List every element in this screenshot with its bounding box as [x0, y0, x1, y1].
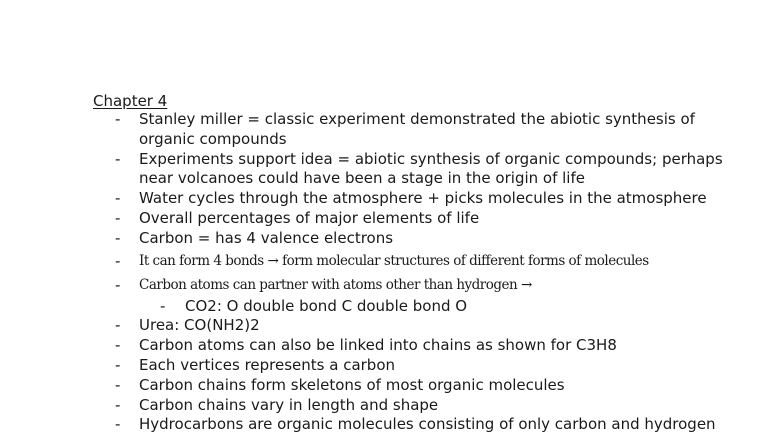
list-item-text: Experiments support idea = abiotic synthesis of organic compounds; perhaps near volcanoes could have been a stage in the origin of life — [139, 149, 723, 188]
list-item — [0, 396, 784, 416]
bullet-dash: - — [115, 316, 121, 335]
list-item — [0, 229, 784, 249]
list-item-text: Carbon chains form skeletons of most organic molecules — [139, 375, 565, 394]
list-item-text: Carbon atoms can partner with atoms other than hydrogen → — [139, 276, 532, 293]
bullet-dash: - — [115, 375, 121, 394]
list-item-text: Each vertices represents a carbon — [139, 355, 396, 374]
list-item-text: Carbon chains vary in length and shape — [139, 395, 439, 414]
bullet-dash: - — [160, 296, 166, 315]
bullet-dash: - — [115, 395, 121, 414]
list-item — [0, 150, 784, 190]
bullet-dash: - — [115, 189, 121, 208]
list-item-text: Carbon = has 4 valence electrons — [139, 228, 394, 247]
list-item — [0, 249, 784, 273]
bullet-dash: - — [115, 355, 121, 374]
list-item — [0, 336, 784, 356]
list-item-text: Hydrocarbons are organic molecules consisting of only carbon and hydrogen — [139, 415, 716, 434]
sub-list-item — [0, 297, 784, 317]
list-item-text: CO2: O double bond C double bond O — [185, 296, 468, 315]
list-item-text: Water cycles through the atmosphere + picks molecules in the atmosphere — [139, 189, 707, 208]
bullet-dash: - — [115, 275, 121, 294]
bullet-dash: - — [115, 228, 121, 247]
bullet-dash: - — [115, 149, 121, 168]
bullet-dash: - — [115, 110, 121, 128]
notes-list — [0, 110, 784, 435]
list-item — [0, 189, 784, 209]
list-item-text: It can form 4 bonds → form molecular structures of different forms of molecules — [139, 252, 649, 269]
list-item-text: Carbon atoms can also be linked into chains as shown for C3H8 — [139, 336, 617, 355]
bullet-dash: - — [115, 336, 121, 355]
list-item — [0, 316, 784, 336]
list-item — [0, 273, 784, 297]
bullet-dash: - — [115, 415, 121, 434]
list-item — [0, 415, 784, 435]
list-item — [0, 110, 784, 150]
list-item — [0, 209, 784, 229]
list-item-text: Overall percentages of major elements of life — [139, 208, 480, 227]
bullet-dash: - — [115, 208, 121, 227]
chapter-heading: Chapter 4 — [93, 92, 168, 110]
list-item — [0, 356, 784, 376]
bullet-dash: - — [115, 251, 121, 270]
list-item-text: Stanley miller = classic experiment demonstrated the abiotic synthesis of organic compounds — [139, 110, 695, 148]
list-item-text: Urea: CO(NH2)2 — [139, 316, 260, 335]
list-item — [0, 376, 784, 396]
